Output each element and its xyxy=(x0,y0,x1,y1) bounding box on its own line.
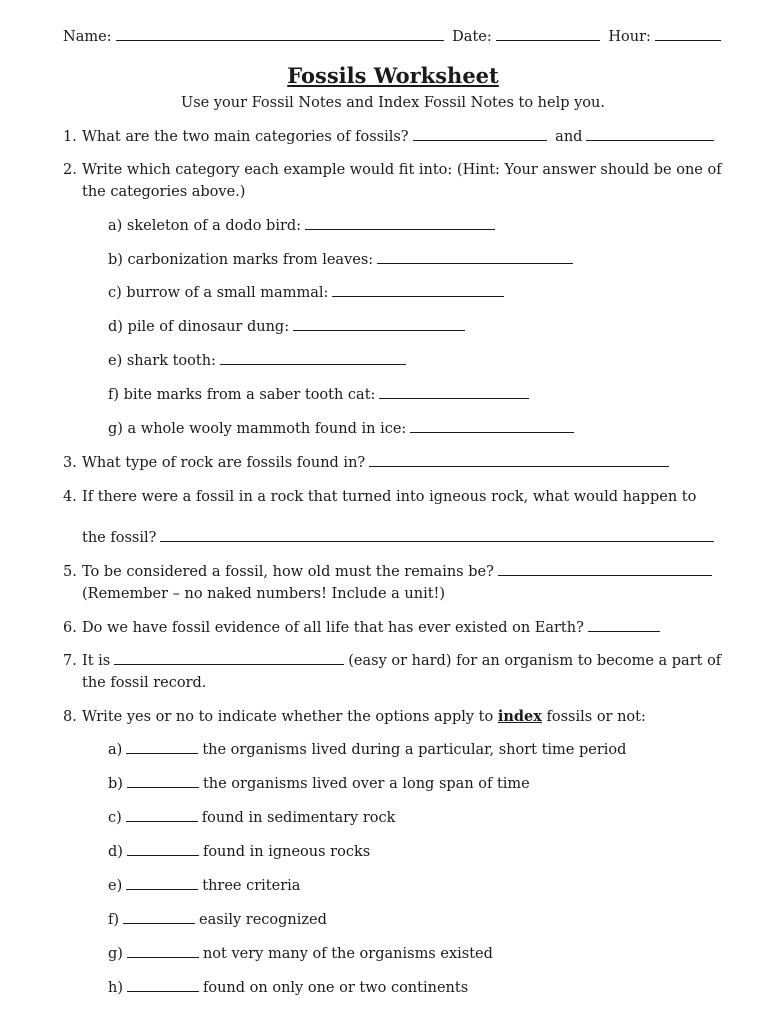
q8-item-f: f) easily recognized xyxy=(108,912,327,928)
question-number: 3. xyxy=(63,455,77,471)
and-label: and xyxy=(555,129,583,145)
question-text: What type of rock are fossils found in? xyxy=(82,455,366,471)
answer-blank[interactable] xyxy=(332,295,504,297)
q2-item-e: e) shark tooth: xyxy=(108,350,410,372)
q8-item-a: a) the organisms lived during a particular, short time period xyxy=(108,742,627,758)
question-number: 6. xyxy=(63,620,77,636)
question-number: 4. xyxy=(63,489,77,505)
index-keyword: index xyxy=(497,708,542,725)
answer-blank[interactable] xyxy=(379,397,529,399)
question-2 xyxy=(63,159,725,203)
worksheet-title: Fossils Worksheet xyxy=(287,63,499,88)
answer-blank[interactable] xyxy=(160,540,714,542)
answer-blank[interactable] xyxy=(220,363,406,365)
hour-blank[interactable] xyxy=(655,39,721,41)
q2-item-f: f) bite marks from a saber tooth cat: xyxy=(108,384,533,406)
q8-item-b: b) the organisms lived over a long span of time xyxy=(108,776,530,792)
question-text: Write yes or no to indicate whether the options apply to xyxy=(82,709,494,725)
question-text-continued: the fossil? xyxy=(82,530,157,546)
question-text: It is xyxy=(82,653,111,669)
question-number: 2. xyxy=(63,162,77,178)
answer-blank[interactable] xyxy=(126,820,198,822)
question-text: What are the two main categories of fossils? xyxy=(82,129,409,145)
question-4 xyxy=(63,486,725,508)
question-text: (easy or hard) for an organism to become a part of xyxy=(348,653,722,669)
question-note: (Remember – no naked numbers! Include a unit!) xyxy=(82,586,446,602)
answer-blank[interactable] xyxy=(498,574,712,576)
question-number: 5. xyxy=(63,564,77,580)
q8-item-c: c) found in sedimentary rock xyxy=(108,810,396,826)
question-text: Do we have fossil evidence of all life that has ever existed on Earth? xyxy=(82,620,584,636)
answer-blank[interactable] xyxy=(369,465,669,467)
q2-item-b: b) carbonization marks from leaves: xyxy=(108,249,577,271)
q2-item-g: g) a whole wooly mammoth found in ice: xyxy=(108,418,578,440)
answer-blank[interactable] xyxy=(305,228,495,230)
question-number: 1. xyxy=(63,129,77,145)
answer-blank[interactable] xyxy=(127,786,199,788)
question-3 xyxy=(63,452,725,474)
answer-blank[interactable] xyxy=(377,262,573,264)
q8-item-e: e) three criteria xyxy=(108,878,301,894)
answer-blank[interactable] xyxy=(127,854,199,856)
question-number: 7. xyxy=(63,653,77,669)
answer-blank[interactable] xyxy=(127,956,199,958)
question-8 xyxy=(63,706,725,728)
question-text: If there were a fossil in a rock that turned into igneous rock, what would happen to xyxy=(82,489,697,505)
worksheet-subtitle: Use your Fossil Notes and Index Fossil Notes to help you. xyxy=(180,95,605,111)
name-label: Name: xyxy=(63,29,112,45)
answer-blank[interactable] xyxy=(586,139,714,141)
question-7 xyxy=(63,650,725,694)
question-text: Write which category each example would fit into: (Hint: Your answer should be one of xyxy=(82,162,722,178)
question-text: fossils or not: xyxy=(546,709,646,725)
q2-item-d: d) pile of dinosaur dung: xyxy=(108,316,469,338)
answer-blank[interactable] xyxy=(123,922,195,924)
answer-blank[interactable] xyxy=(126,888,198,890)
date-blank[interactable] xyxy=(496,39,600,41)
q8-item-g: g) not very many of the organisms existed xyxy=(108,946,493,962)
answer-blank[interactable] xyxy=(588,630,660,632)
question-text: To be considered a fossil, how old must the remains be? xyxy=(82,564,494,580)
answer-blank[interactable] xyxy=(114,663,344,665)
answer-blank[interactable] xyxy=(293,329,465,331)
answer-blank[interactable] xyxy=(126,752,198,754)
answer-blank[interactable] xyxy=(127,990,199,992)
q2-item-a: a) skeleton of a dodo bird: xyxy=(108,215,499,237)
question-4-answer-line xyxy=(63,527,725,549)
q8-item-h: h) found on only one or two continents xyxy=(108,980,469,996)
question-text-continued: the fossil record. xyxy=(82,675,207,691)
question-5 xyxy=(63,561,725,605)
date-label: Date: xyxy=(452,29,492,45)
hour-label: Hour: xyxy=(608,29,651,45)
question-1 xyxy=(63,126,725,148)
header-row xyxy=(63,26,723,48)
q8-item-d: d) found in igneous rocks xyxy=(108,844,371,860)
question-text-continued: the categories above.) xyxy=(82,184,246,200)
q2-item-c: c) burrow of a small mammal: xyxy=(108,282,508,304)
answer-blank[interactable] xyxy=(410,431,574,433)
question-6 xyxy=(63,617,725,639)
name-blank[interactable] xyxy=(116,39,444,41)
answer-blank[interactable] xyxy=(413,139,547,141)
question-number: 8. xyxy=(63,709,77,725)
